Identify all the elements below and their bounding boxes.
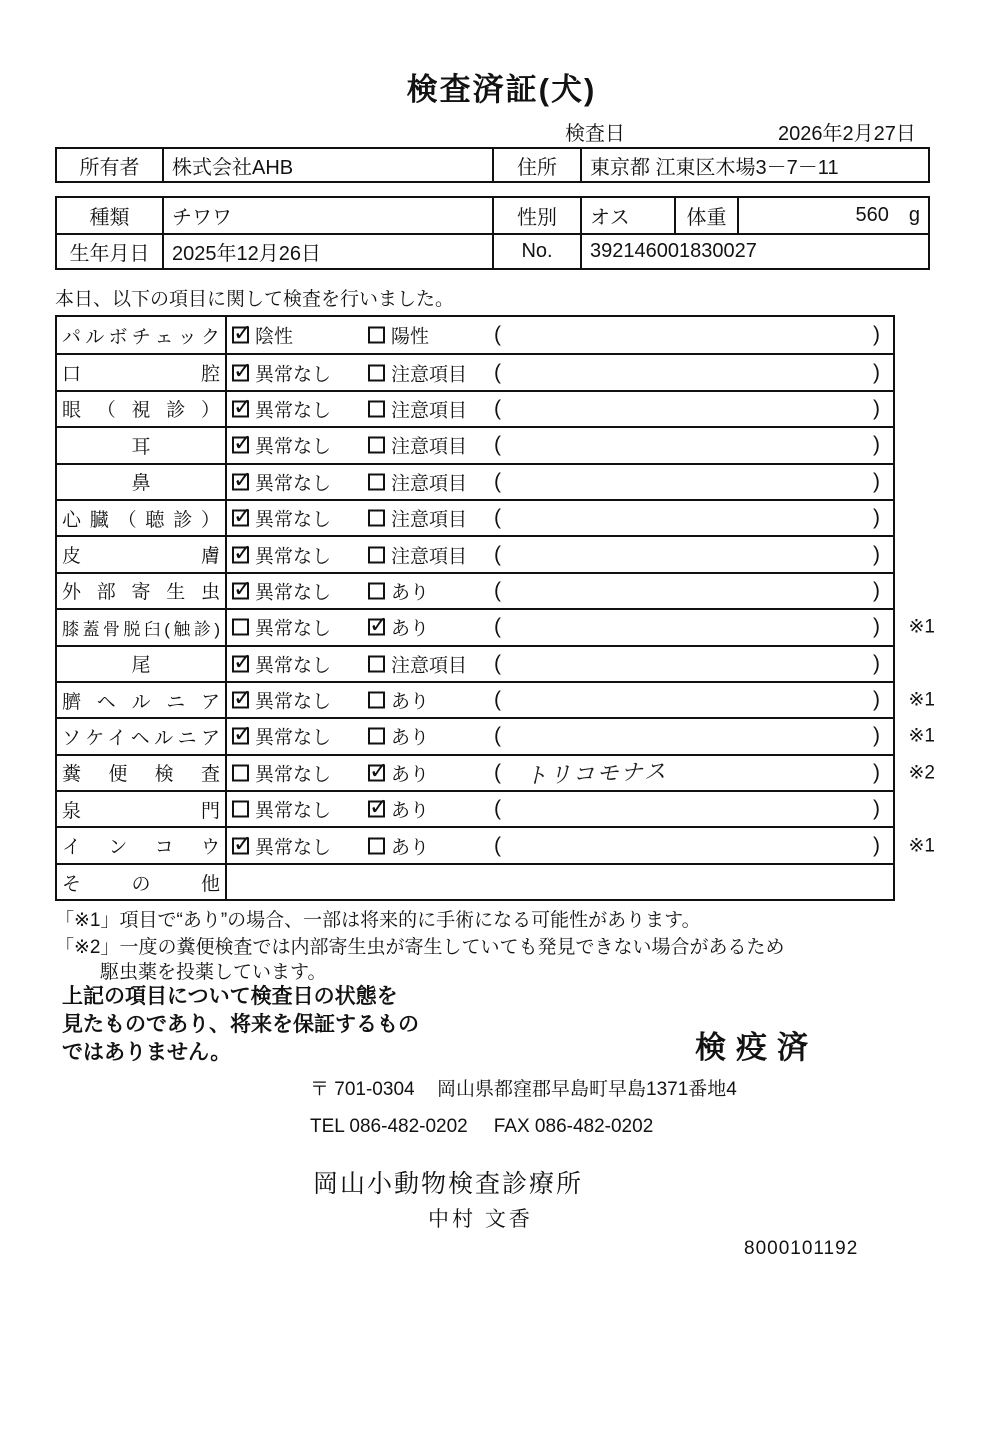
inspection-option	[232, 687, 331, 714]
open-paren: (	[494, 506, 501, 530]
pet-table-row-1	[57, 198, 928, 233]
reference-mark: ※1	[908, 725, 935, 747]
inspection-item-label	[57, 865, 227, 899]
checkbox-unchecked-icon	[368, 546, 385, 563]
inspection-item-label-text: 尾	[131, 655, 151, 677]
option-label: 異常なし	[255, 727, 332, 749]
option-label: 注意項目	[391, 436, 468, 458]
open-paren: (	[494, 651, 501, 675]
inspection-item-label-text: その他	[62, 873, 220, 895]
option-label: あり	[391, 618, 430, 640]
inspection-row-content	[227, 355, 893, 389]
inspection-option	[232, 723, 331, 750]
inspection-row	[57, 645, 893, 681]
reference-mark: ※1	[908, 689, 935, 711]
checkbox-checked-icon	[232, 400, 249, 417]
inspection-item-label-text: 鼻	[131, 473, 151, 495]
open-paren: (	[494, 688, 501, 712]
checkbox-checked-icon	[368, 801, 385, 818]
option-label: あり	[391, 691, 430, 713]
disclaimer-line-1: 上記の項目について検査日の状態を	[62, 985, 398, 1008]
open-paren: (	[494, 760, 501, 784]
inspection-option	[368, 322, 429, 349]
address-label: 住所	[492, 149, 580, 181]
inspection-row	[57, 717, 935, 753]
inspection-option	[368, 541, 467, 568]
inspection-row	[57, 390, 893, 426]
inspection-row-content	[227, 792, 893, 826]
close-paren: )	[873, 360, 880, 384]
close-paren: )	[873, 615, 880, 639]
footnote-2-continued: 駆虫薬を投薬しています。	[100, 962, 327, 983]
inspection-row	[57, 863, 893, 899]
inspection-row-content	[227, 828, 893, 862]
inspection-item-label-text: 眼（視診）	[62, 400, 220, 422]
option-label: 異常なし	[255, 546, 332, 568]
checkbox-unchecked-icon	[232, 764, 249, 781]
checkbox-checked-icon	[232, 837, 249, 854]
inspection-item-label	[57, 756, 227, 790]
checkbox-unchecked-icon	[368, 437, 385, 454]
reference-mark: ※1	[908, 616, 935, 638]
birthdate-label: 生年月日	[69, 243, 150, 265]
inspection-row-content	[227, 756, 893, 790]
inspection-option	[232, 832, 331, 859]
pet-table	[55, 196, 930, 270]
inspection-row	[57, 426, 893, 462]
inspection-row	[57, 317, 893, 353]
close-paren: )	[873, 724, 880, 748]
footnote-1: 「※1」項目で“あり”の場合、一部は将来的に手術になる可能性があります。	[55, 910, 701, 931]
inspection-item-label-text: 外部寄生虫	[62, 582, 220, 604]
inspection-option	[368, 687, 429, 714]
inspection-item-label-text: 膝蓋骨脱臼(触診)	[62, 619, 220, 639]
option-label: 注意項目	[391, 546, 468, 568]
inspection-option	[232, 505, 331, 532]
inspection-row	[57, 826, 935, 862]
inspection-option	[232, 541, 331, 568]
inspection-option	[368, 832, 429, 859]
option-label: 異常なし	[255, 764, 332, 786]
open-paren: (	[494, 360, 501, 384]
checkbox-checked-icon	[232, 510, 249, 527]
option-label: 異常なし	[255, 364, 332, 386]
option-label: 陰性	[255, 326, 294, 348]
inspection-item-label	[57, 683, 227, 717]
checkbox-checked-icon	[368, 619, 385, 636]
inspection-row-content	[227, 683, 893, 717]
open-paren: (	[494, 323, 501, 347]
inspection-item-label	[57, 610, 227, 644]
option-label: 注意項目	[391, 364, 468, 386]
option-label: 注意項目	[391, 473, 468, 495]
inspection-row-content	[227, 537, 893, 571]
inspection-item-label-text: 口腔	[62, 364, 220, 386]
inspection-item-label	[57, 647, 227, 681]
inspection-option	[368, 359, 467, 386]
inspection-item-label	[57, 317, 227, 353]
inspection-option	[368, 723, 429, 750]
inspection-row	[57, 608, 935, 644]
inspection-row-content	[227, 317, 893, 353]
inspection-row	[57, 790, 893, 826]
serial-number: 8000101192	[744, 1238, 859, 1259]
inspection-option	[232, 322, 293, 349]
inspection-item-label-text: 臍ヘルニア	[62, 691, 220, 713]
inspection-option	[232, 359, 331, 386]
disclaimer-line-2: 見たものであり、将来を保証するもの	[62, 1013, 419, 1036]
open-paren: (	[494, 433, 501, 457]
checkbox-checked-icon	[232, 692, 249, 709]
inspection-row	[57, 754, 935, 790]
inspection-option	[232, 614, 331, 641]
close-paren: )	[873, 433, 880, 457]
quarantine-stamp: 検疫済	[695, 1030, 818, 1065]
option-label: 異常なし	[255, 473, 332, 495]
inspection-row-content	[227, 610, 893, 644]
clinic-tel: TEL 086-482-0202	[310, 1116, 468, 1137]
open-paren: (	[494, 724, 501, 748]
inspection-option	[232, 796, 331, 823]
checkbox-unchecked-icon	[232, 801, 249, 818]
pet-table-row-2	[57, 233, 928, 268]
inspection-option	[232, 650, 331, 677]
sex-value: オス	[580, 198, 674, 233]
inspection-table	[55, 315, 935, 901]
option-label: 異常なし	[255, 436, 332, 458]
option-label: 異常なし	[255, 655, 332, 677]
no-value: 392146001830027	[580, 235, 932, 268]
breed-label: 種類	[89, 207, 130, 229]
inspection-option	[368, 796, 429, 823]
inspection-row-content	[227, 865, 893, 899]
inspection-item-label	[57, 828, 227, 862]
inspection-item-label-text: パルボチェック	[62, 326, 220, 348]
inspection-option	[232, 759, 331, 786]
no-label: No.	[492, 235, 580, 268]
close-paren: )	[873, 578, 880, 602]
option-label: 異常なし	[255, 800, 332, 822]
checkbox-unchecked-icon	[232, 619, 249, 636]
checkbox-unchecked-icon	[368, 364, 385, 381]
owner-table	[55, 147, 930, 183]
inspection-item-label-text: ソケイヘルニア	[62, 727, 220, 749]
open-paren: (	[494, 833, 501, 857]
checkbox-unchecked-icon	[368, 582, 385, 599]
clinic-address: 岡山県都窪郡早島町早島1371番地4	[437, 1079, 737, 1100]
option-label: あり	[391, 837, 430, 859]
option-label: 異常なし	[255, 509, 332, 531]
sex-label: 性別	[492, 198, 580, 233]
option-label: 異常なし	[255, 400, 332, 422]
clinic-postal-code: 〒 701-0304	[310, 1079, 415, 1100]
option-label: 注意項目	[391, 655, 468, 677]
inspection-option	[232, 577, 331, 604]
checkbox-checked-icon	[232, 582, 249, 599]
inspection-row	[57, 681, 935, 717]
checkbox-unchecked-icon	[368, 400, 385, 417]
inspection-date-value: 2026年2月27日	[778, 123, 916, 145]
option-label: あり	[391, 727, 430, 749]
checkbox-checked-icon	[232, 546, 249, 563]
inspection-row	[57, 572, 893, 608]
intro-text: 本日、以下の項目に関して検査を行いました。	[55, 289, 455, 310]
checkbox-checked-icon	[232, 728, 249, 745]
clinic-fax: FAX 086-482-0202	[493, 1116, 654, 1137]
address-value: 東京都 江東区木場3－7－11	[580, 149, 932, 181]
handwritten-note: トリコモナス	[524, 758, 669, 789]
close-paren: )	[873, 833, 880, 857]
weight-unit: g	[908, 204, 920, 226]
open-paren: (	[494, 578, 501, 602]
clinic-representative: 中村 文香	[428, 1208, 533, 1231]
inspection-option	[368, 505, 467, 532]
close-paren: )	[873, 760, 880, 784]
option-label: 異常なし	[255, 618, 332, 640]
inspection-item-label-text: 糞便検査	[62, 764, 220, 786]
inspection-item-label	[57, 501, 227, 535]
close-paren: )	[873, 396, 880, 420]
breed-value: チワワ	[162, 198, 492, 233]
inspection-option	[232, 432, 331, 459]
inspection-option	[368, 759, 429, 786]
close-paren: )	[873, 688, 880, 712]
inspection-item-label	[57, 465, 227, 499]
inspection-row-content	[227, 428, 893, 462]
open-paren: (	[494, 396, 501, 420]
inspection-item-label	[57, 792, 227, 826]
checkbox-unchecked-icon	[368, 473, 385, 490]
close-paren: )	[873, 542, 880, 566]
inspection-item-label	[57, 537, 227, 571]
checkbox-unchecked-icon	[368, 510, 385, 527]
inspection-row	[57, 463, 893, 499]
inspection-option	[368, 614, 429, 641]
page-title: 検査済証(犬)	[406, 72, 597, 107]
option-label: 陽性	[391, 326, 430, 348]
inspection-option	[368, 432, 467, 459]
inspection-item-label-text: 心臓（聴診）	[62, 509, 220, 531]
checkbox-checked-icon	[232, 473, 249, 490]
inspection-row-content	[227, 465, 893, 499]
reference-mark: ※1	[908, 835, 935, 857]
checkbox-checked-icon	[232, 655, 249, 672]
inspection-row	[57, 353, 893, 389]
inspection-option	[368, 650, 467, 677]
inspection-row-content	[227, 719, 893, 753]
checkbox-unchecked-icon	[368, 837, 385, 854]
checkbox-unchecked-icon	[368, 327, 385, 344]
inspection-row	[57, 499, 893, 535]
inspection-date-label: 検査日	[565, 123, 625, 145]
checkbox-checked-icon	[232, 364, 249, 381]
inspection-row-content	[227, 574, 893, 608]
option-label: 異常なし	[255, 691, 332, 713]
inspection-option	[368, 468, 467, 495]
disclaimer-text	[62, 983, 419, 1067]
checkbox-unchecked-icon	[368, 692, 385, 709]
close-paren: )	[873, 651, 880, 675]
reference-mark: ※2	[908, 762, 935, 784]
option-label: あり	[391, 764, 430, 786]
close-paren: )	[873, 797, 880, 821]
inspection-item-label	[57, 392, 227, 426]
close-paren: )	[873, 506, 880, 530]
inspection-item-label	[57, 574, 227, 608]
inspection-row-content	[227, 647, 893, 681]
open-paren: (	[494, 615, 501, 639]
weight-value: 560	[855, 204, 889, 226]
open-paren: (	[494, 797, 501, 821]
weight-cell	[737, 198, 932, 233]
checkbox-checked-icon	[368, 764, 385, 781]
close-paren: )	[873, 469, 880, 493]
open-paren: (	[494, 469, 501, 493]
option-label: あり	[391, 800, 430, 822]
option-label: 注意項目	[391, 509, 468, 531]
close-paren: )	[873, 323, 880, 347]
inspection-option	[232, 395, 331, 422]
option-label: あり	[391, 582, 430, 604]
inspection-item-label	[57, 355, 227, 389]
checkbox-checked-icon	[232, 437, 249, 454]
clinic-name: 岡山小動物検査診療所	[313, 1170, 584, 1198]
footnote-2: 「※2」一度の糞便検査では内部寄生虫が寄生していても発見できない場合があるため	[55, 937, 785, 958]
inspection-item-label	[57, 719, 227, 753]
inspection-row-content	[227, 392, 893, 426]
option-label: 注意項目	[391, 400, 468, 422]
inspection-row-content	[227, 501, 893, 535]
option-label: 異常なし	[255, 837, 332, 859]
birthdate-value: 2025年12月26日	[162, 235, 492, 268]
inspection-option	[368, 395, 467, 422]
inspection-option	[368, 577, 429, 604]
disclaimer-line-3: ではありません。	[62, 1041, 232, 1064]
checkbox-unchecked-icon	[368, 655, 385, 672]
inspection-item-label-text: インコウ	[62, 837, 220, 859]
open-paren: (	[494, 542, 501, 566]
inspection-item-label	[57, 428, 227, 462]
inspection-row	[57, 535, 893, 571]
inspection-item-label-text: 皮膚	[62, 546, 220, 568]
checkbox-unchecked-icon	[368, 728, 385, 745]
option-label: 異常なし	[255, 582, 332, 604]
clinic-contact	[310, 1116, 653, 1138]
weight-label: 体重	[674, 198, 737, 233]
owner-value: 株式会社AHB	[162, 149, 492, 181]
owner-label: 所有者	[79, 156, 140, 179]
inspection-item-label-text: 耳	[131, 436, 151, 458]
checkbox-checked-icon	[232, 327, 249, 344]
inspection-item-label-text: 泉門	[62, 800, 220, 822]
inspection-option	[232, 468, 331, 495]
